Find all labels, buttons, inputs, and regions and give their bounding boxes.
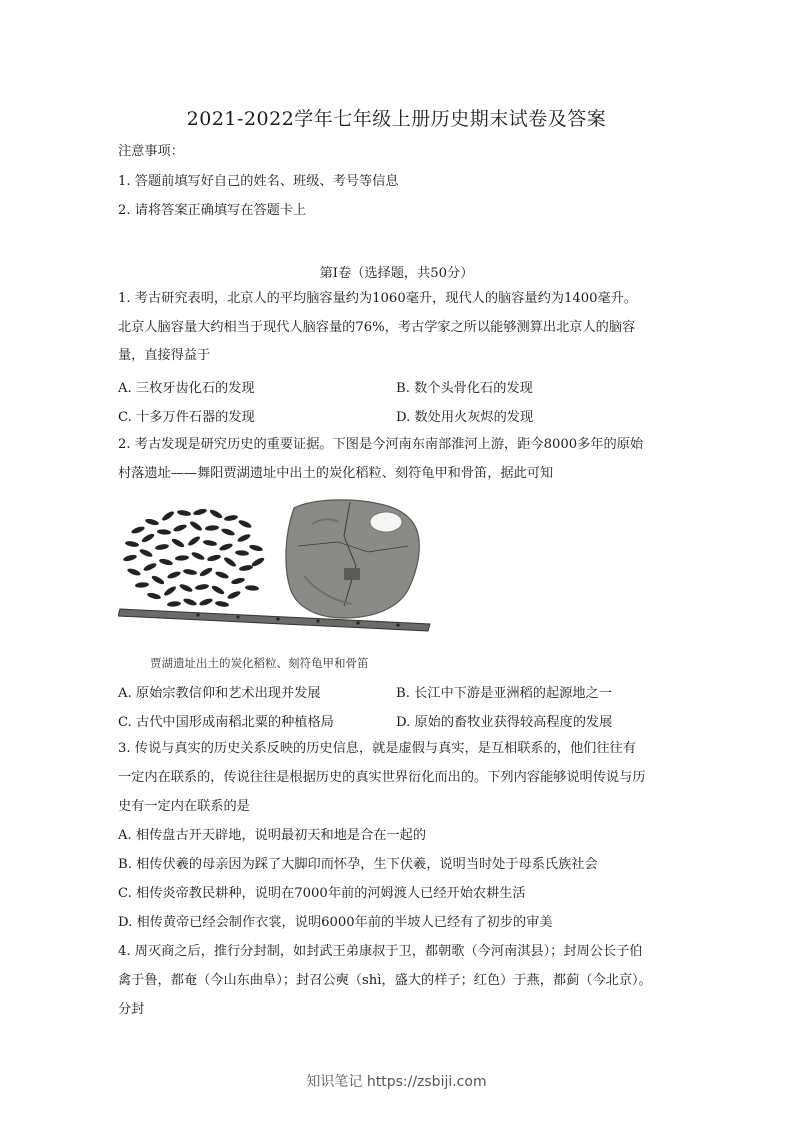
q1-option-c: C. 十多万件石器的发现 <box>118 410 255 425</box>
notice-heading: 注意事项： <box>118 144 184 159</box>
q3-line: 一定内在联系的，传说往往是根据历史的真实世界衍化而出的。下列内容能够说明传说与历 <box>118 770 646 785</box>
q2-line: 2. 考古发现是研究历史的重要证据。下图是今河南东南部淮河上游，距今8000多年的原始 <box>118 437 644 452</box>
q2-option-c: C. 古代中国形成南稻北粟的种植格局 <box>118 715 334 730</box>
q3-option-b: B. 相传伏羲的母亲因为踩了大脚印而怀孕，生下伏羲，说明当时处于母系氏族社会 <box>118 857 598 872</box>
q1-option-d: D. 数处用火灰烬的发现 <box>396 410 534 425</box>
q1-line: 量，直接得益于 <box>118 348 211 363</box>
q3-line: 史有一定内在联系的是 <box>118 799 250 814</box>
q1-option-b: B. 数个头骨化石的发现 <box>396 381 533 396</box>
notice-item: 1. 答题前填写好自己的姓名、班级、考号等信息 <box>118 174 399 189</box>
footer-watermark: 知识笔记 https://zsbiji.com <box>306 1074 487 1090</box>
notice-item: 2. 请将答案正确填写在答题卡上 <box>118 203 307 218</box>
q2-option-b: B. 长江中下游是亚洲稻的起源地之一 <box>396 686 612 701</box>
q1-line: 北京人脑容量大约相当于现代人脑容量的76%，考古学家之所以能够测算出北京人的脑容 <box>118 320 636 335</box>
q1-option-a: A. 三枚牙齿化石的发现 <box>118 381 255 396</box>
bone-flute-image <box>118 609 430 631</box>
artifact-figure <box>118 496 438 676</box>
tortoise-shell-image <box>286 500 419 618</box>
q3-option-c: C. 相传炎帝教民耕种，说明在7000年前的河姆渡人已经开始农耕生活 <box>118 886 526 901</box>
q2-option-d: D. 原始的畜牧业获得较高程度的发展 <box>396 715 613 730</box>
section-heading: 第Ⅰ卷（选择题，共50分） <box>319 266 474 281</box>
q3-line: 3. 传说与真实的历史关系反映的历史信息，就是虚假与真实，是互相联系的，他们往往有 <box>118 741 636 756</box>
q4-line: 禽于鲁，都奄（今山东曲阜）；封召公奭（shì，盛大的样子；红色）于燕，都蓟（今北京）。 <box>118 973 652 988</box>
q3-option-a: A. 相传盘古开天辟地，说明最初天和地是合在一起的 <box>118 828 427 843</box>
q4-line: 4. 周灭商之后，推行分封制，如封武王弟康叔于卫，都朝歌（今河南淇县）；封周公长子伯 <box>118 944 643 959</box>
q4-line: 分封 <box>118 1002 145 1017</box>
q2-line: 村落遗址——舞阳贾湖遗址中出土的炭化稻粒、刻符龟甲和骨笛，据此可知 <box>118 466 554 481</box>
page-title: 2021-2022学年七年级上册历史期末试卷及答案 <box>186 108 607 130</box>
q1-line: 1. 考古研究表明，北京人的平均脑容量约为1060毫升，现代人的脑容量约为1400毫升。 <box>118 291 638 306</box>
q2-option-a: A. 原始宗教信仰和艺术出现并发展 <box>118 686 321 701</box>
q3-option-d: D. 相传黄帝已经会制作衣裳，说明6000年前的半坡人已经有了初步的审美 <box>118 915 553 930</box>
figure-caption: 贾湖遗址出土的炭化稻粒、刻符龟甲和骨笛 <box>150 656 369 670</box>
carbonized-rice-image <box>123 508 266 608</box>
